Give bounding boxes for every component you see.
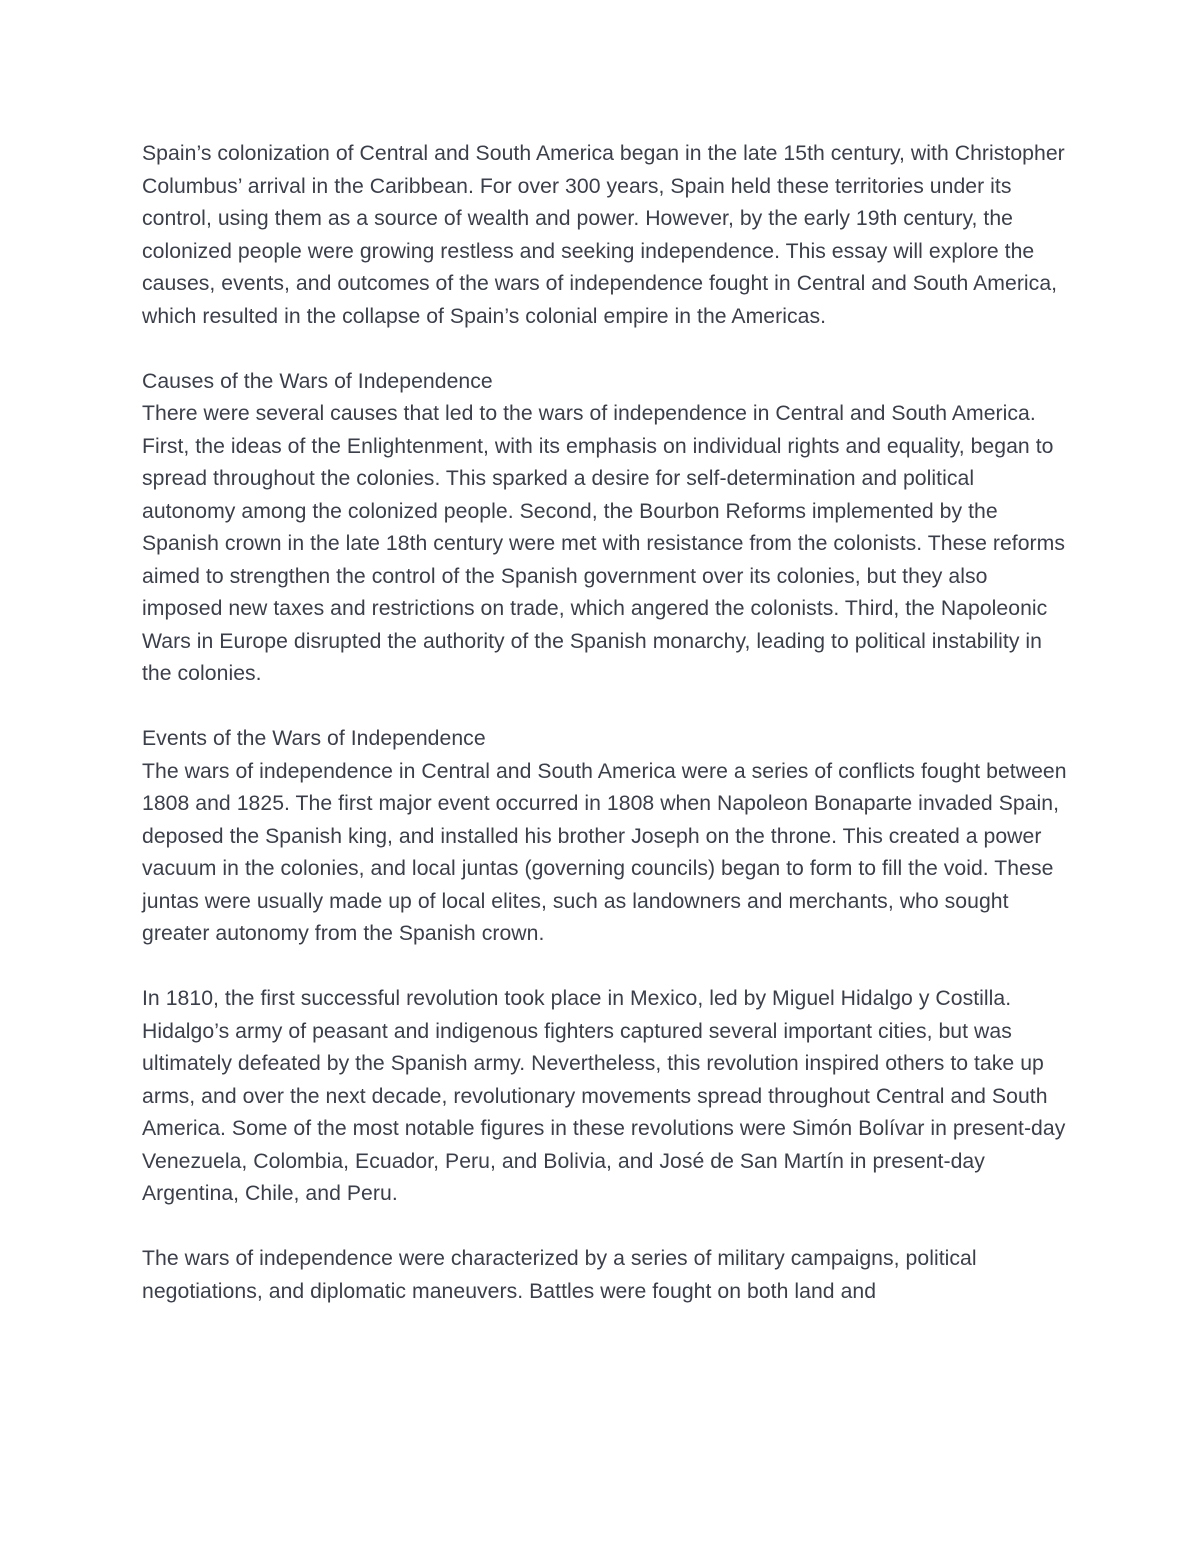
causes-heading: Causes of the Wars of Independence xyxy=(142,369,493,393)
causes-paragraph: There were several causes that led to the wars of independence in Central and South America. First, the ideas of the Enlightenment, with its emphasis on individual rights and equality, began to spread throughout the colonies. This sparked a desire for self-determination and political autonomy among the colonized people. Second, the Bourbon Reforms implemented by the Spanish crown in the late 18th century were met with resistance from the colonists. These reforms aimed to strengthen the control of the Spanish government over its colonies, but they also imposed new taxes and restrictions on trade, which angered the colonists. Third, the Napoleonic Wars in Europe disrupted the authority of the Spanish monarchy, leading to political instability in the colonies. xyxy=(142,402,1065,685)
revolution-1810-paragraph: In 1810, the first successful revolution took place in Mexico, led by Miguel Hidalgo y Costilla. Hidalgo’s army of peasant and indigenous fighters captured several important cities, but was ultimately defeated by the Spanish army. Nevertheless, this revolution inspired others to take up arms, and over the next decade, revolutionary movements spread throughout Central and South America. Some of the most notable figures in these revolutions were Simón Bolívar in present-day Venezuela, Colombia, Ecuador, Peru, and Bolivia, and José de San Martín in present-day Argentina, Chile, and Peru. xyxy=(142,987,1066,1205)
events-paragraph: The wars of independence in Central and South America were a series of conflicts fought between 1808 and 1825. The first major event occurred in 1808 when Napoleon Bonaparte invaded Spain, deposed the Spanish king, and installed his brother Joseph on the throne. This created a power vacuum in the colonies, and local juntas (governing councils) began to form to fill the void. These juntas were usually made up of local elites, such as landowners and merchants, who sought greater autonomy from the Spanish crown. xyxy=(142,759,1067,945)
causes-section xyxy=(142,366,1072,691)
campaigns-paragraph: The wars of independence were characterized by a series of military campaigns, political negotiations, and diplomatic maneuvers. Battles were fought on both land and xyxy=(142,1247,977,1303)
events-heading: Events of the Wars of Independence xyxy=(142,727,486,750)
document-body xyxy=(142,138,1072,1341)
intro-paragraph: Spain’s colonization of Central and South America began in the late 15th century, with Christopher Columbus’ arrival in the Caribbean. For over 300 years, Spain held these territories under its control, using them as a source of wealth and power. However, by the early 19th century, the colonized people were growing restless and seeking independence. This essay will explore the causes, events, and outcomes of the wars of independence fought in Central and South America, which resulted in the collapse of Spain’s colonial empire in the Americas. xyxy=(142,142,1065,328)
events-section xyxy=(142,723,1072,951)
